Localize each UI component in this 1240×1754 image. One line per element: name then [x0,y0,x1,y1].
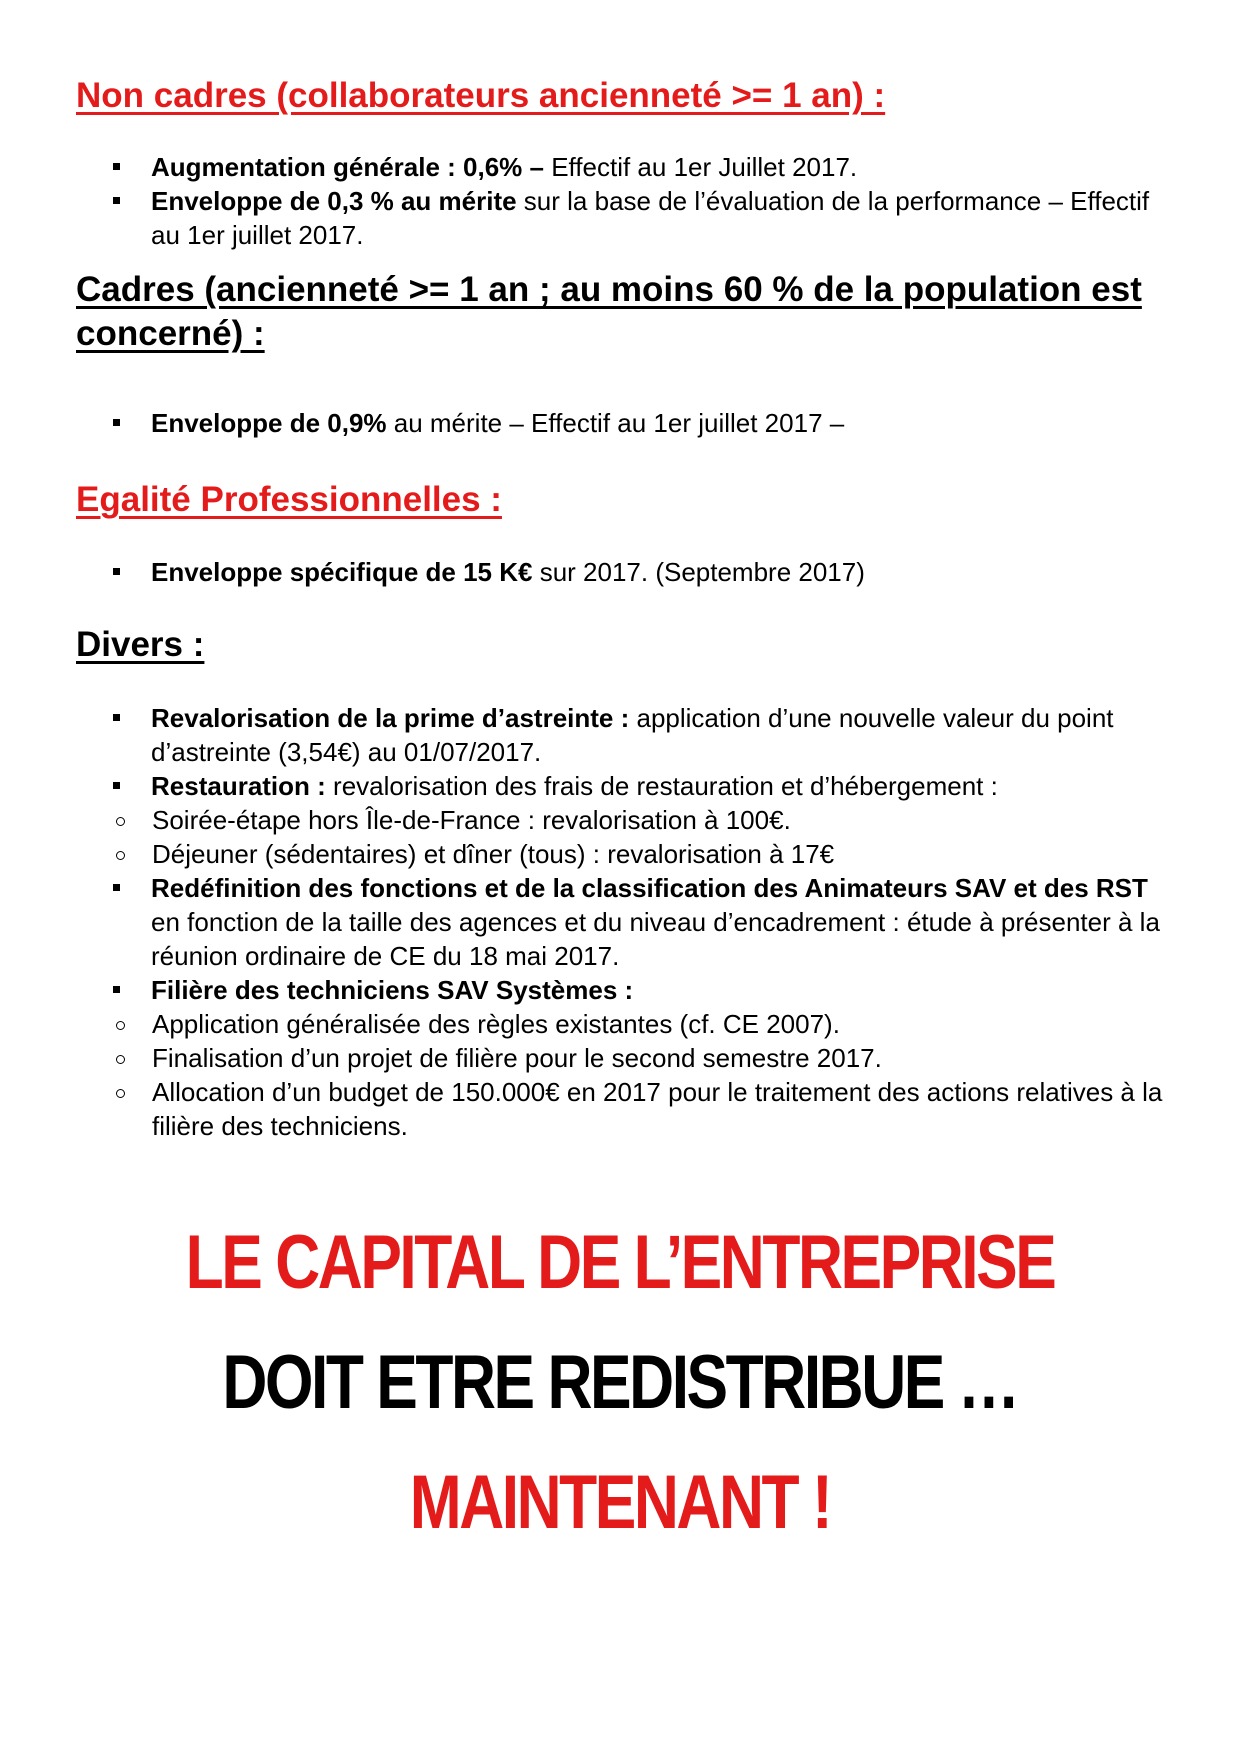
square-bullet-icon [113,714,120,721]
heading-egalite: Egalité Professionnelles : [76,480,502,519]
sublist-item [76,1075,1176,1143]
item-text: au mérite – Effectif au 1er juillet 2017 – [386,408,845,438]
item-bold-text: Restauration : [151,771,326,801]
square-bullet-icon [113,419,120,426]
item-bold-text: Filière des techniciens SAV Systèmes : [151,975,634,1005]
list-item [76,555,1176,589]
square-bullet-icon [113,568,120,575]
sublist-item [76,803,1176,837]
item-bold-text: Augmentation générale : 0,6% – [151,152,544,182]
item-bold-text: Enveloppe spécifique de 15 K€ [151,557,533,587]
slogan-line-2: DOIT ETRE REDISTRIBUE … [222,1340,1018,1425]
square-bullet-icon [113,986,120,993]
sublist-item-text: Déjeuner (sédentaires) et dîner (tous) : revalorisation à 17€ [152,839,835,869]
list-item [76,150,1176,184]
list-divers [76,701,1176,1143]
sublist-item [76,837,1176,871]
list-egalite [76,555,1176,589]
item-text: application d’une nouvelle valeur du point d’astreinte (3,54€) au 01/07/2017. [151,703,1114,767]
square-bullet-icon [113,197,120,204]
item-bold-text: Enveloppe de 0,3 % au mérite [151,186,517,216]
circle-bullet-icon [116,1021,125,1030]
item-bold-text: Revalorisation de la prime d’astreinte : [151,703,630,733]
list-item [76,184,1176,252]
item-text: revalorisation des frais de restauration et d’hébergement : [325,771,998,801]
item-bold-text: Redéfinition des fonctions et de la classification des Animateurs SAV et des RST [151,873,1148,903]
list-item [76,973,1176,1143]
item-text: sur la base de l’évaluation de la performance – Effectif au 1er juillet 2017. [151,186,1150,250]
slogan-line-3: MAINTENANT ! [409,1460,831,1545]
list-item [76,701,1176,769]
square-bullet-icon [113,782,120,789]
heading-non-cadres: Non cadres (collaborateurs ancienneté >= 1 an) : [76,76,886,115]
sublist-item-text: Soirée-étape hors Île-de-France : revalorisation à 100€. [152,805,791,835]
heading-cadres: Cadres (ancienneté >= 1 an ; au moins 60 % de la population est concerné) : [76,270,1142,353]
list-item [76,769,1176,871]
square-bullet-icon [113,884,120,891]
item-text: sur 2017. (Septembre 2017) [532,557,865,587]
item-text: Effectif au 1er Juillet 2017. [543,152,858,182]
circle-bullet-icon [116,851,125,860]
sublist-item [76,1007,1176,1041]
sublist [76,803,1176,871]
list-cadres [76,406,1176,440]
list-item [76,406,1176,440]
heading-divers: Divers : [76,625,205,664]
sublist [76,1007,1176,1143]
sublist-item [76,1041,1176,1075]
item-text: en fonction de la taille des agences et du niveau d’encadrement : étude à présenter à la réunion ordinaire de CE du 18 mai 2017. [151,907,1160,971]
sublist-item-text: Allocation d’un budget de 150.000€ en 2017 pour le traitement des actions relatives à la filière des techniciens. [152,1077,1163,1141]
sublist-item-text: Application généralisée des règles existantes (cf. CE 2007). [152,1009,840,1039]
circle-bullet-icon [116,817,125,826]
list-non-cadres [76,150,1176,252]
list-item [76,871,1176,973]
square-bullet-icon [113,163,120,170]
item-bold-text: Enveloppe de 0,9% [151,408,387,438]
sublist-item-text: Finalisation d’un projet de filière pour le second semestre 2017. [152,1043,882,1073]
circle-bullet-icon [116,1055,125,1064]
slogan-line-1: LE CAPITAL DE L’ENTREPRISE [185,1220,1055,1305]
circle-bullet-icon [116,1089,125,1098]
